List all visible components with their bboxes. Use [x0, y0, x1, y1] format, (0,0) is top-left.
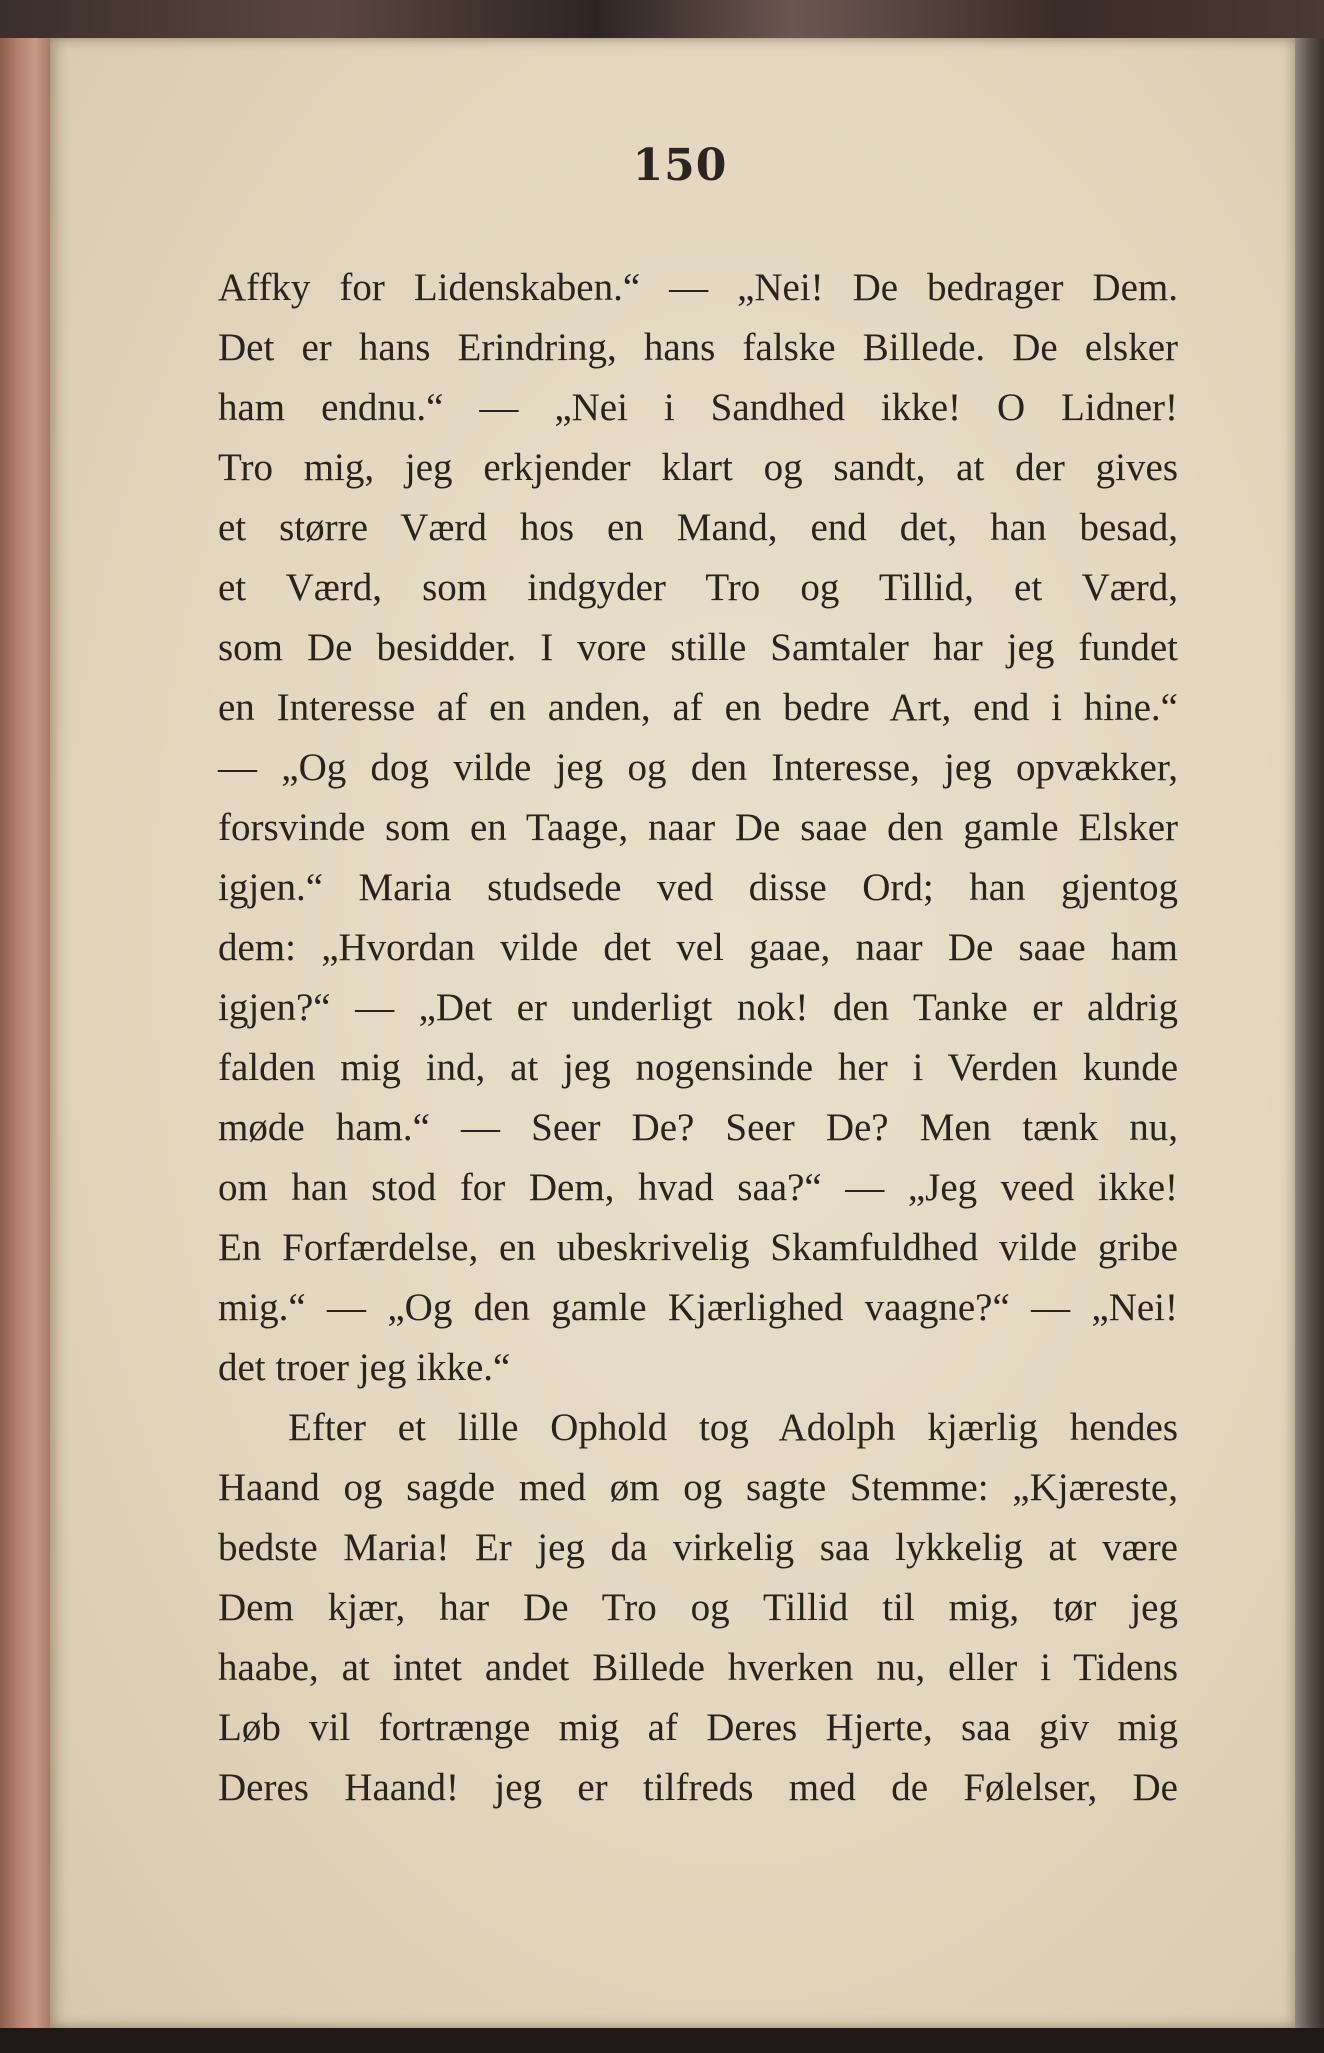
text-line: om han stod for Dem, hvad saa?“ — „Jeg veed ikke!	[218, 1166, 1178, 1209]
text-line: møde ham.“ — Seer De? Seer De? Men tænk nu,	[218, 1106, 1178, 1149]
text-line: En Forfærdelse, en ubeskrivelig Skamfuldhed vilde gribe	[218, 1226, 1178, 1269]
text-line: falden mig ind, at jeg nogensinde her i Verden kunde	[218, 1046, 1178, 1089]
page-number: 150	[632, 140, 728, 191]
text-line: forsvinde som en Taage, naar De saae den gamle Elsker	[218, 806, 1178, 849]
text-line: Deres Haand! jeg er tilfreds med de Følelser, De	[218, 1766, 1178, 1809]
body-text	[218, 258, 1178, 1818]
book-spine-edge	[0, 38, 50, 2028]
text-line: som De besidder. I vore stille Samtaler har jeg fundet	[218, 626, 1178, 669]
page-stack-edge	[1295, 38, 1324, 2028]
text-line: Haand og sagde med øm og sagte Stemme: „Kjæreste,	[218, 1466, 1178, 1509]
text-line: et større Værd hos en Mand, end det, han besad,	[218, 506, 1178, 549]
text-line: ham endnu.“ — „Nei i Sandhed ikke! O Lidner!	[218, 386, 1178, 429]
text-line: — „Og dog vilde jeg og den Interesse, jeg opvækker,	[218, 746, 1178, 789]
book-bottom-edge	[0, 2028, 1324, 2053]
text-line: dem: „Hvordan vilde det vel gaae, naar De saae ham	[218, 926, 1178, 969]
text-line: mig.“ — „Og den gamle Kjærlighed vaagne?“ — „Nei!	[218, 1286, 1178, 1329]
book-top-edge	[0, 0, 1324, 38]
text-line: det troer jeg ikke.“	[218, 1346, 511, 1389]
paragraph-start-line: Efter et lille Ophold tog Adolph kjærlig hendes	[288, 1406, 1178, 1449]
text-line: Tro mig, jeg erkjender klart og sandt, at der gives	[218, 446, 1178, 489]
text-line: Affky for Lidenskaben.“ — „Nei! De bedrager Dem.	[218, 266, 1178, 309]
text-line: igjen.“ Maria studsede ved disse Ord; han gjentog	[218, 866, 1178, 909]
text-line: et Værd, som indgyder Tro og Tillid, et Værd,	[218, 566, 1178, 609]
text-line: igjen?“ — „Det er underligt nok! den Tanke er aldrig	[218, 986, 1178, 1029]
text-line: Dem kjær, har De Tro og Tillid til mig, tør jeg	[218, 1586, 1178, 1629]
text-line: bedste Maria! Er jeg da virkelig saa lykkelig at være	[218, 1526, 1178, 1569]
text-line: Det er hans Erindring, hans falske Billede. De elsker	[218, 326, 1178, 369]
text-line: en Interesse af en anden, af en bedre Art, end i hine.“	[218, 686, 1178, 729]
text-line: Løb vil fortrænge mig af Deres Hjerte, saa giv mig	[218, 1706, 1178, 1749]
text-line: haabe, at intet andet Billede hverken nu, eller i Tidens	[218, 1646, 1178, 1689]
